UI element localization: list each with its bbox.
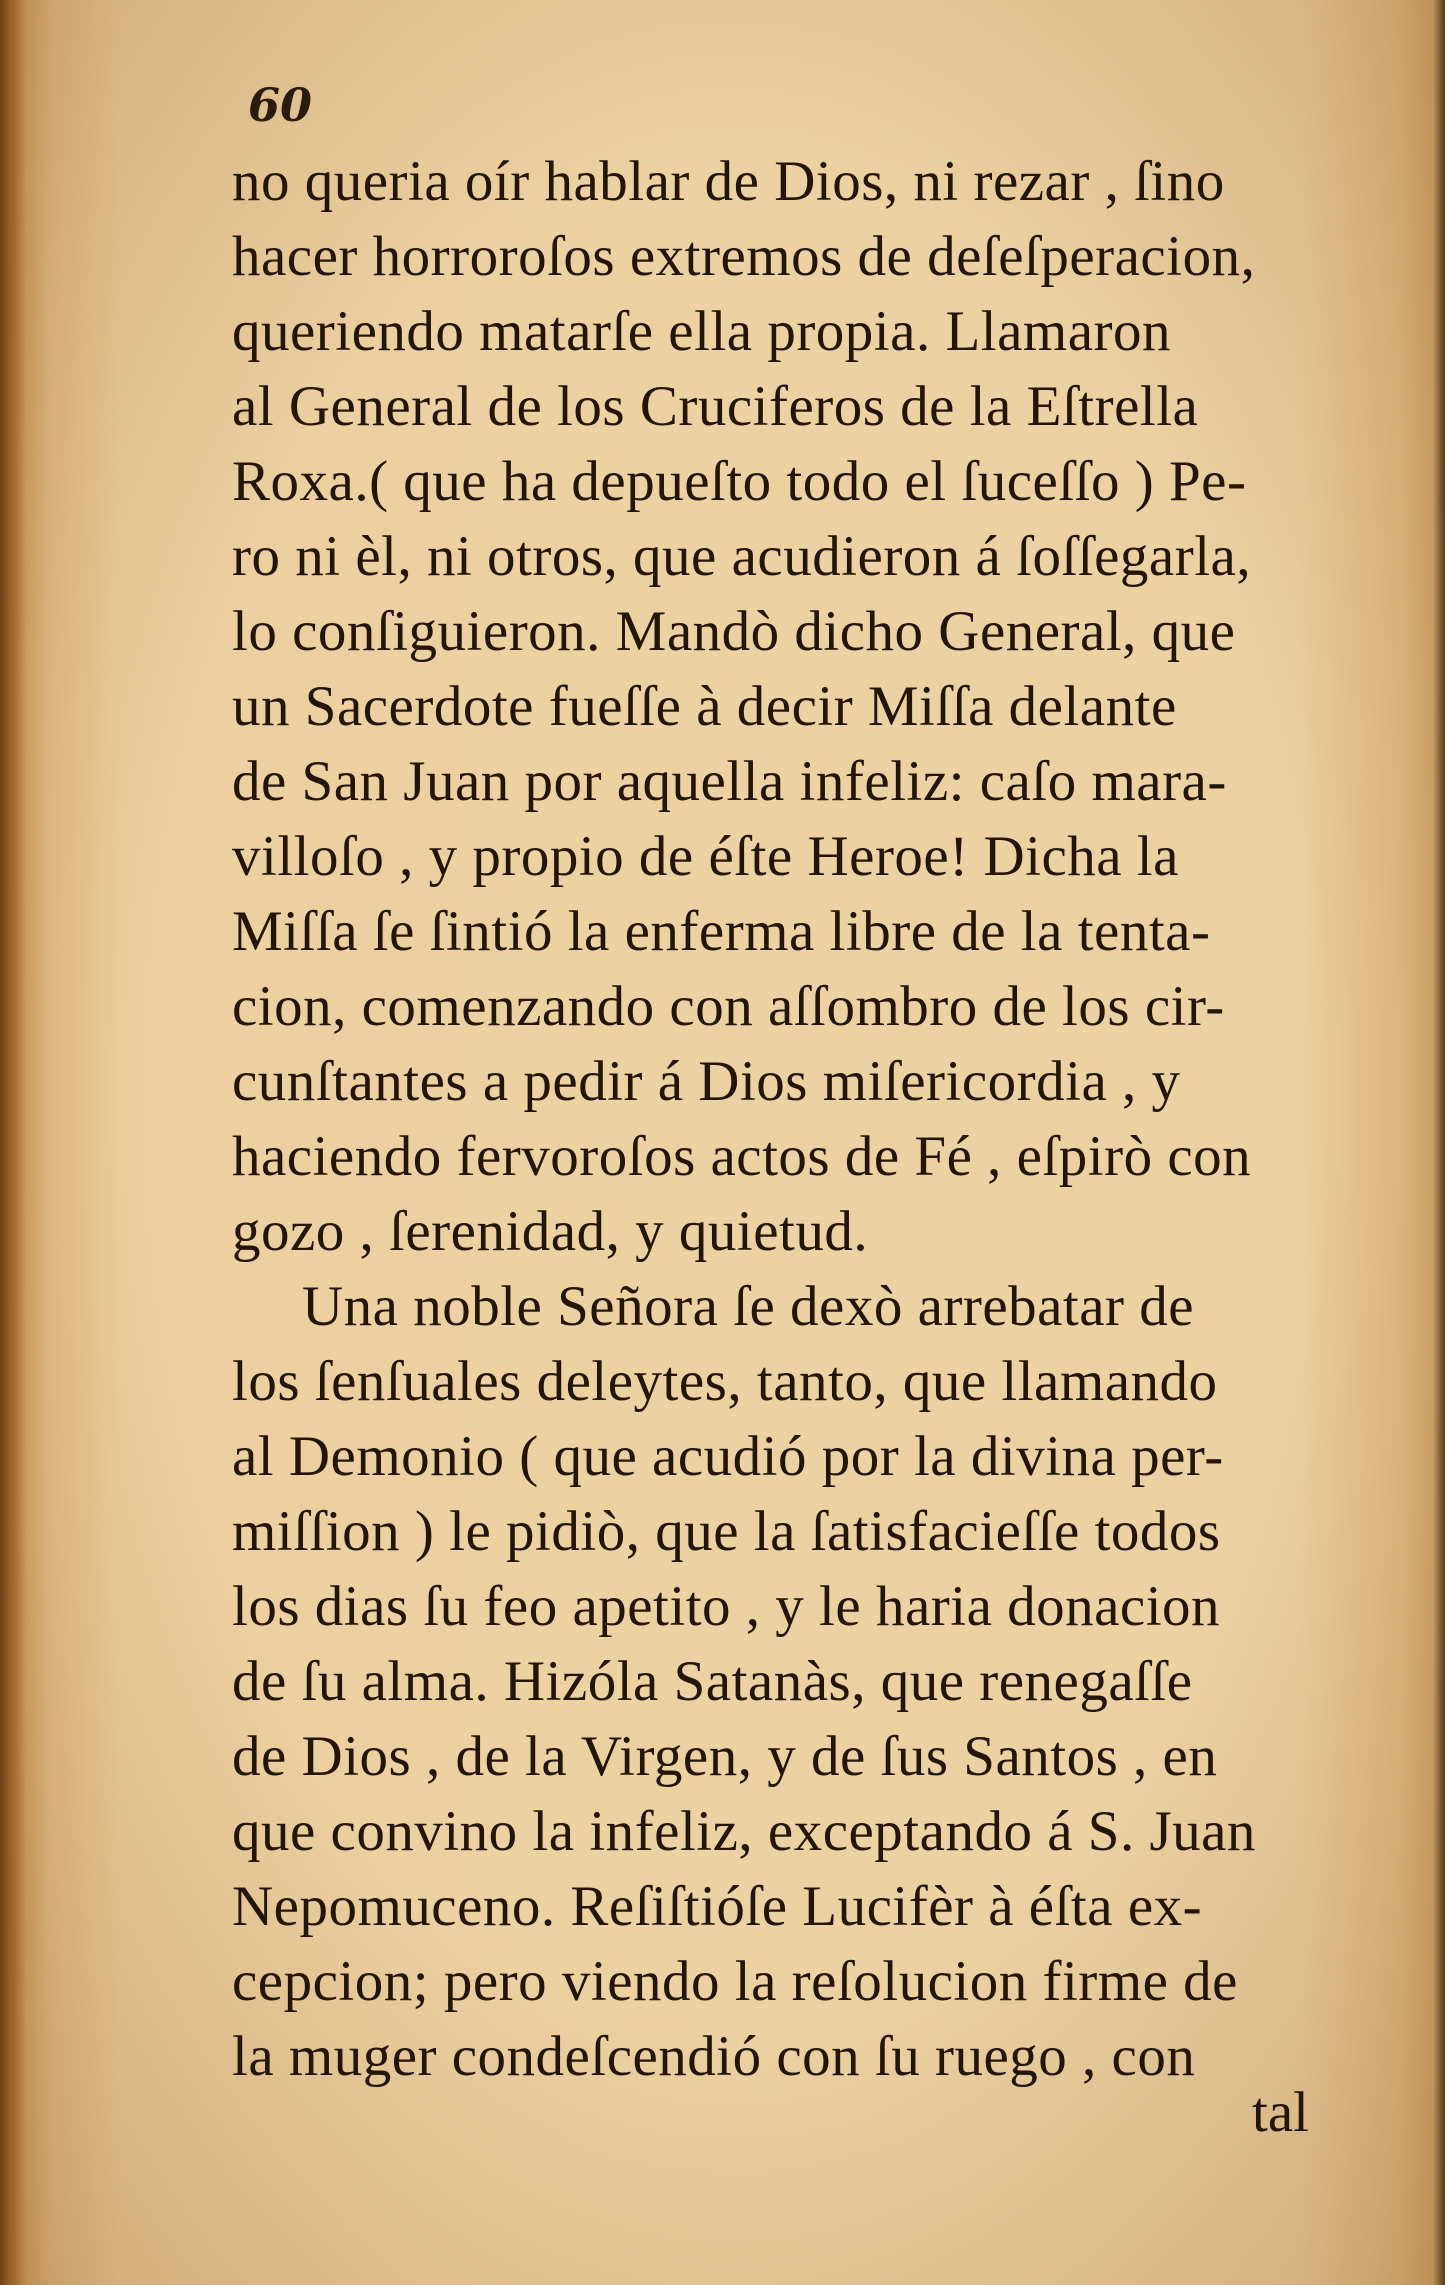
text-line: de Dios , de la Virgen, y de ſus Santos , en <box>232 1725 1218 1788</box>
text-line: que convino la infeliz, exceptando á S. Juan <box>232 1800 1256 1863</box>
text-line: villoſo , y propio de éſte Heroe! Dicha la <box>232 825 1179 888</box>
text-line: al Demonio ( que acudió por la divina per- <box>232 1425 1224 1488</box>
text-line-paragraph-start: Una noble Señora ſe dexò arrebatar de <box>302 1275 1195 1338</box>
text-line: de ſu alma. Hizóla Satanàs, que renegaſſe <box>232 1650 1193 1713</box>
page-number: 60 <box>248 78 313 132</box>
text-line: cion, comenzando con aſſombro de los cir- <box>232 975 1225 1038</box>
text-line: Nepomuceno. Reſiſtióſe Lucifèr à éſta ex- <box>232 1875 1203 1938</box>
text-line: los ſenſuales deleytes, tanto, que llamando <box>232 1350 1218 1413</box>
page-edge-shadow <box>1433 0 1445 2285</box>
text-line: la muger condeſcendió con ſu ruego , con <box>232 2025 1196 2088</box>
text-line: hacer horroroſos extremos de deſeſperacion, <box>232 225 1256 288</box>
text-line: Miſſa ſe ſintió la enferma libre de la tenta- <box>232 900 1211 963</box>
text-line: al General de los Cruciferos de la Eſtrella <box>232 375 1199 438</box>
text-line: un Sacerdote fueſſe à decir Miſſa delante <box>232 675 1177 738</box>
text-line: lo conſiguieron. Mandò dicho General, que <box>232 600 1236 663</box>
text-line: ro ni èl, ni otros, que acudieron á ſoſſegarla, <box>232 525 1252 588</box>
text-line: haciendo fervoroſos actos de Fé , eſpirò con <box>232 1125 1252 1188</box>
text-line: miſſion ) le pidiò, que la ſatisfacieſſe todos <box>232 1500 1221 1563</box>
binding-edge <box>0 0 26 2285</box>
text-line: gozo , ſerenidad, y quietud. <box>232 1200 869 1263</box>
text-line: no queria oír hablar de Dios, ni rezar , ſino <box>232 150 1225 213</box>
text-line: los dias ſu feo apetito , y le haria donacion <box>232 1575 1221 1638</box>
text-line: cunſtantes a pedir á Dios miſericordia , y <box>232 1050 1181 1113</box>
text-line: de San Juan por aquella infeliz: caſo mara- <box>232 750 1227 813</box>
catchword: tal <box>1252 2081 1309 2144</box>
text-line: queriendo matarſe ella propia. Llamaron <box>232 300 1172 363</box>
text-line: cepcion; pero viendo la reſolucion firme de <box>232 1950 1238 2013</box>
text-line: Roxa.( que ha depueſto todo el ſuceſſo ) Pe- <box>232 450 1247 513</box>
